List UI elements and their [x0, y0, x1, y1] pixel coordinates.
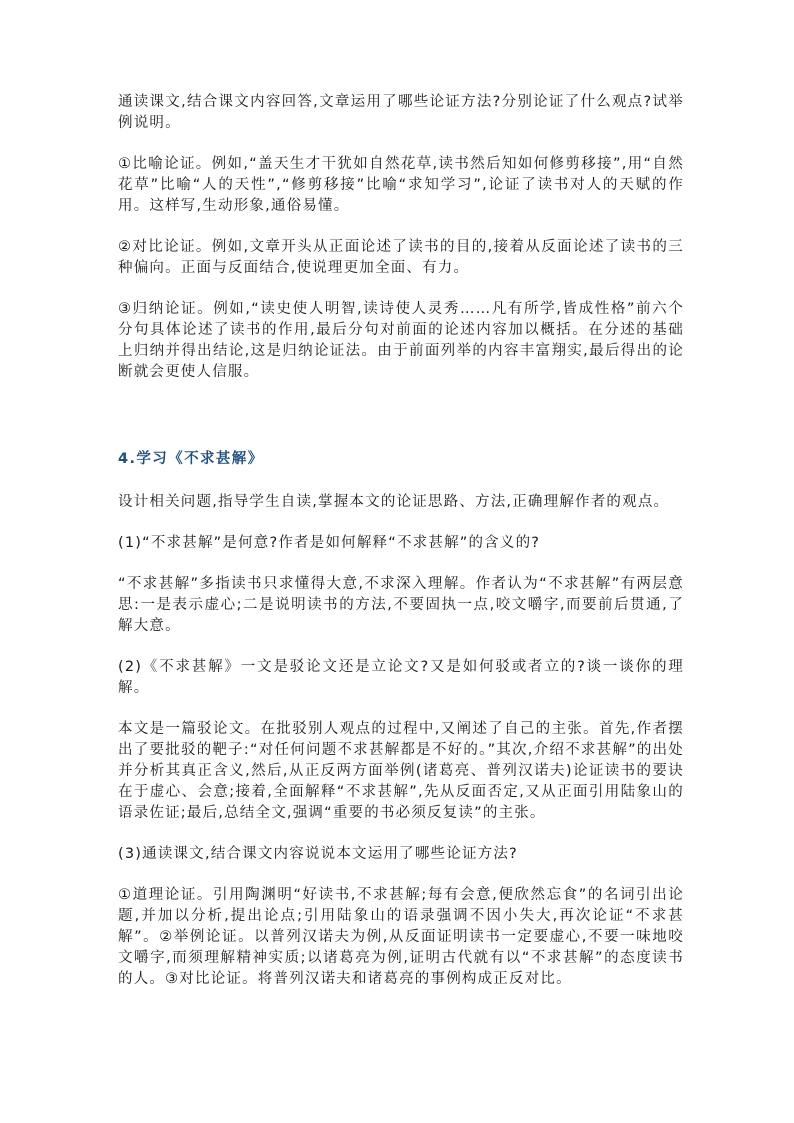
section-spacer	[118, 403, 684, 449]
answer-3: ①道理论证。引用陶渊明“好读书,不求甚解;每有会意,便欣然忘食”的名词引出论题,并加以分析,提出论点;引用陆象山的语录强调不因小失大,再次论证“不求甚解”。②举例论证。以普列汉诺夫为例,从反面证明读书一定要虚心,不要一味地咬文嚼字,而须理解精神实质;以诸葛亮为例,证明古代就有以“不求甚解”的态度读书的人。③对比论证。将普列汉诺夫和诸葛亮的事例构成正反对比。	[118, 887, 684, 987]
question-2: (2)《不求甚解》一文是驳论文还是立论文?又是如何驳或者立的?谈一谈你的理解。	[118, 659, 684, 696]
question-3: (3)通读课文,结合课文内容说说本文运用了哪些论证方法?	[118, 846, 518, 862]
answer-2: 本文是一篇驳论文。在批驳别人观点的过程中,又阐述了自己的主张。首先,作者摆出了要批驳的靶子:“对任何问题不求甚解都是不好的。”其次,介绍不求甚解”的出处并分析其真正含义,然后,从正反两方面举例(诸葛亮、普列汉诺夫)论证读书的要诀在于虚心、会意;接着,全面解释“不求甚解”,先从反面否定,又从正面引用陆象山的语录佐证;最后,总结全文,强调“重要的书必须反复读”的主张。	[118, 721, 684, 821]
section1-intro: 通读课文,结合课文内容回答,文章运用了哪些论证方法?分别论证了什么观点?试举例说明。	[118, 94, 684, 131]
section2-intro: 设计相关问题,指导学生自读,掌握本文的论证思路、方法,正确理解作者的观点。	[118, 494, 670, 510]
question-1: (1)“不求甚解”是何意?作者是如何解释“不求甚解”的含义的?	[118, 535, 541, 551]
section1-point-1: ①比喻论证。例如,“盖天生才干犹如自然花草,读书然后知如何修剪移接”,用“自然花草”比喻“人的天性”,“修剪移接”比喻“求知学习”,论证了读书对人的天赋的作用。这样写,生动形象,通俗易懂。	[118, 156, 684, 214]
section-heading: 4.学习《不求甚解》	[118, 451, 264, 467]
section1-point-2: ②对比论证。例如,文章开头从正面论述了读书的目的,接着从反面论述了读书的三种偏向。正面与反面结合,使说理更加全面、有力。	[118, 239, 684, 276]
section1-point-3: ③归纳论证。例如,“读史使人明智,读诗使人灵秀……凡有所学,皆成性格”前六个分句具体论述了读书的作用,最后分句对前面的论述内容加以概括。在分述的基础上归纳并得出结论,这是归纳论证法。由于前面列举的内容丰富翔实,最后得出的论断就会更使人信服。	[118, 301, 684, 380]
document-page	[118, 92, 684, 1010]
answer-1: “不求甚解”多指读书只求懂得大意,不求深入理解。作者认为“不求甚解”有两层意思:一是表示虚心;二是说明读书的方法,不要固执一点,咬文嚼字,而要前后贯通,了解大意。	[118, 576, 684, 634]
